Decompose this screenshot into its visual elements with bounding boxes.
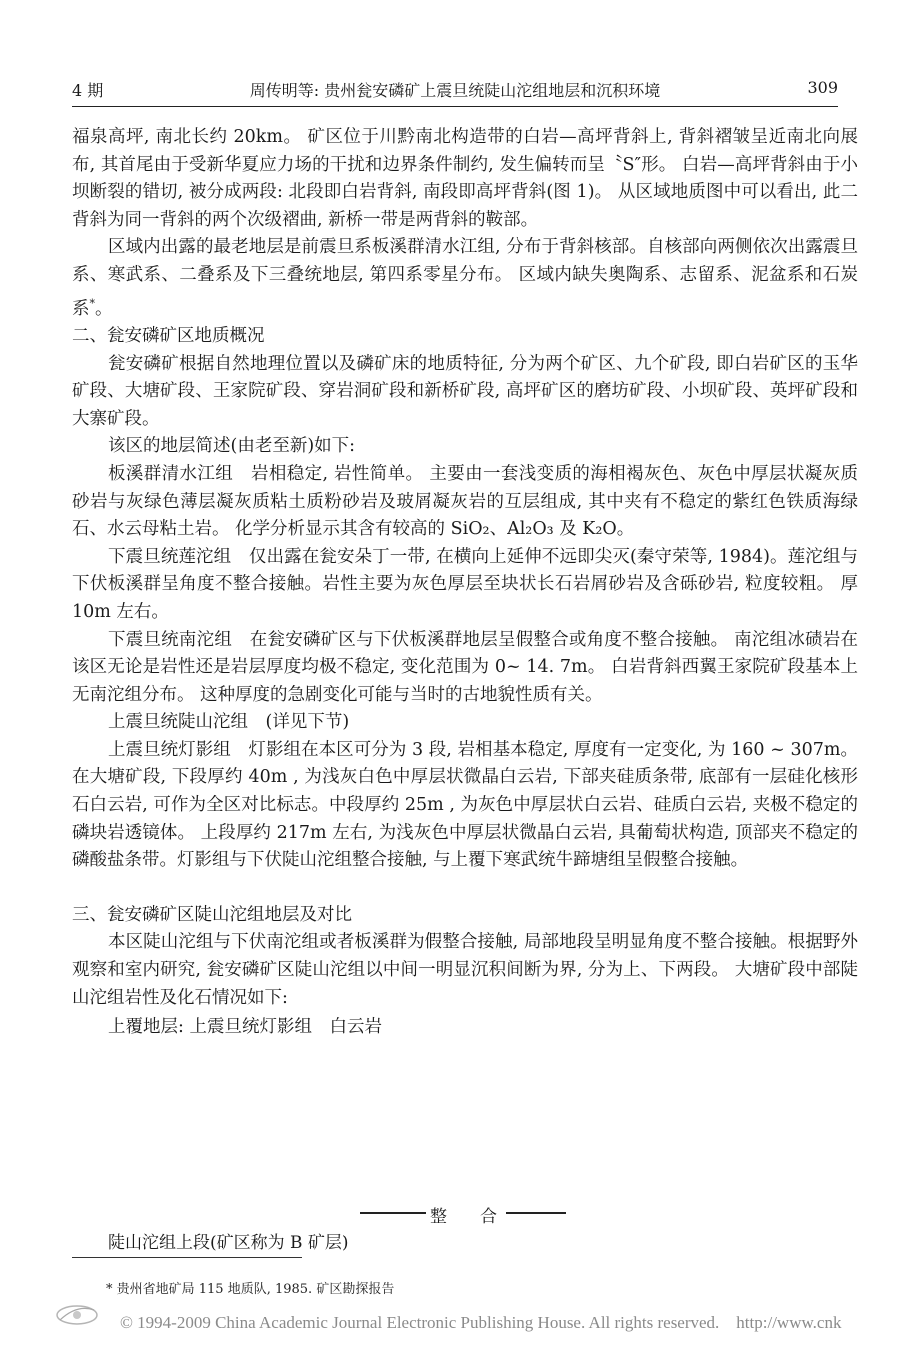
paragraph-liantuo: 下震旦统莲沱组 仅出露在瓮安朵丁一带, 在横向上延伸不远即尖灭(秦守荣等, 1984)。莲沱组与下伏板溪群呈角度不整合接触。岩性主要为灰色厚层至块状长石岩屑砂岩及含砾砂岩, 粒度较粗。 厚 10m 左右。	[72, 546, 858, 622]
footnote-marker: *	[89, 296, 95, 310]
section-heading-3: 三、瓮安磷矿区陡山沱组地层及对比	[72, 904, 352, 925]
copyright-footer	[0, 1300, 920, 1340]
paragraph-regional-strata	[72, 234, 858, 323]
contact-word-2: 合	[480, 1207, 497, 1227]
page-number: 309	[807, 78, 838, 97]
paragraph-text: 区域内出露的最老地层是前震旦系板溪群清水江组, 分布于背斜核部。自核部向两侧依次出露震旦系、寒武系、二叠系及下三叠统地层, 第四系零星分布。 区域内缺失奥陶系、志留系、泥盆系和石炭系	[72, 237, 858, 319]
section-spacer	[72, 875, 858, 902]
upper-segment-label: 陡山沱组上段(矿区称为 B 矿层)	[108, 1233, 349, 1253]
running-header	[72, 72, 838, 107]
section-heading-2: 二、瓮安磷矿区地质概况	[72, 325, 265, 346]
article-body	[72, 124, 858, 1042]
overlying-strata: 上覆地层: 上震旦统灯影组 白云岩	[108, 1017, 382, 1038]
contact-rule-right	[506, 1212, 566, 1214]
contact-rule-left	[360, 1212, 426, 1214]
paragraph-dengying: 上震旦统灯影组 灯影组在本区可分为 3 段, 岩相基本稳定, 厚度有一定变化, 为 160 ~ 307m。在大塘矿段, 下段厚约 40m , 为浅灰白色中厚层状微晶白云岩, 下部夹硅质条带, 底部有一层硅化核形石白云岩, 可作为全区对比标志。中段厚约 25m , 为灰色中厚层状白云岩、硅质白云岩, 夹极不稳定的磷块岩透镜体。 上段厚约 217m 左右, 为浅灰色中厚层状微晶白云岩, 具葡萄状构造, 顶部夹不稳定的磷酸盐条带。灯影组与下伏陡山沱组整合接触, 与上覆下寒武统牛蹄塘组呈假整合接触。	[72, 739, 858, 871]
paragraph-doushantuo-contact: 本区陡山沱组与下伏南沱组或者板溪群为假整合接触, 局部地段呈明显角度不整合接触。根据野外观察和室内研究, 瓮安磷矿区陡山沱组以中间一明显沉积间断为界, 分为上、下两段。 大塘矿段中部陡山沱组岩性及化石情况如下:	[72, 932, 858, 1008]
paragraph-strata-intro: 该区的地层简述(由老至新)如下:	[108, 436, 356, 457]
paragraph-nantuo: 下震旦统南沱组 在瓮安磷矿区与下伏板溪群地层呈假整合或角度不整合接触。 南沱组冰碛岩在该区无论是岩性还是岩层厚度均极不稳定, 变化范围为 0~ 14. 7m。 白岩背斜西翼王家院矿段基本上无南沱组分布。 这种厚度的急剧变化可能与当时的古地貌性质有关。	[72, 629, 858, 705]
contact-word-1: 整	[430, 1207, 447, 1227]
issue-number: 4 期	[72, 81, 104, 100]
paragraph-doushantuo: 上震旦统陡山沱组 (详见下节)	[108, 712, 350, 733]
footnote: * 贵州省地矿局 115 地质队, 1985. 矿区勘探报告	[106, 1282, 395, 1297]
copyright-text: © 1994-2009 China Academic Journal Electronic Publishing House. All rights reserved. http://www.cnk	[120, 1313, 842, 1332]
running-title: 周传明等: 贵州瓮安磷矿上震旦统陡山沱组地层和沉积环境	[249, 81, 661, 100]
footnote-rule	[72, 1257, 302, 1258]
paragraph-qingshuijiang: 板溪群清水江组 岩相稳定, 岩性简单。 主要由一套浅变质的海相褐灰色、灰色中厚层状凝灰质砂岩与灰绿色薄层凝灰质粘土质粉砂岩及玻屑凝灰岩的互层组成, 其中夹有不稳定的紫红色铁质海绿石、水云母粘土岩。 化学分析显示其含有较高的 SiO₂、Al₂O₃ 及 K₂O。	[72, 463, 858, 540]
paragraph-continued: 福泉高坪, 南北长约 20km。 矿区位于川黔南北构造带的白岩—高坪背斜上, 背斜褶皱呈近南北向展布, 其首尾由于受新华夏应力场的干扰和边界条件制约, 发生偏转而呈〝S″形。 白岩—高坪背斜由于小坝断裂的错切, 被分成两段: 北段即白岩背斜, 南段即高坪背斜(图 1)。 从区域地质图中可以看出, 此二背斜为同一背斜的两个次级褶曲, 新桥一带是两背斜的鞍部。	[72, 127, 858, 230]
cnki-logo-icon	[54, 1302, 100, 1328]
paragraph-end: 。	[95, 298, 113, 319]
paragraph-mining-areas: 瓮安磷矿根据自然地理位置以及磷矿床的地质特征, 分为两个矿区、九个矿段, 即白岩矿区的玉华矿段、大塘矿段、王家院矿段、穿岩洞矿段和新桥矿段, 高坪矿区的磨坊矿段、小坝矿段、英坪矿段和大寨矿段。	[72, 353, 858, 429]
